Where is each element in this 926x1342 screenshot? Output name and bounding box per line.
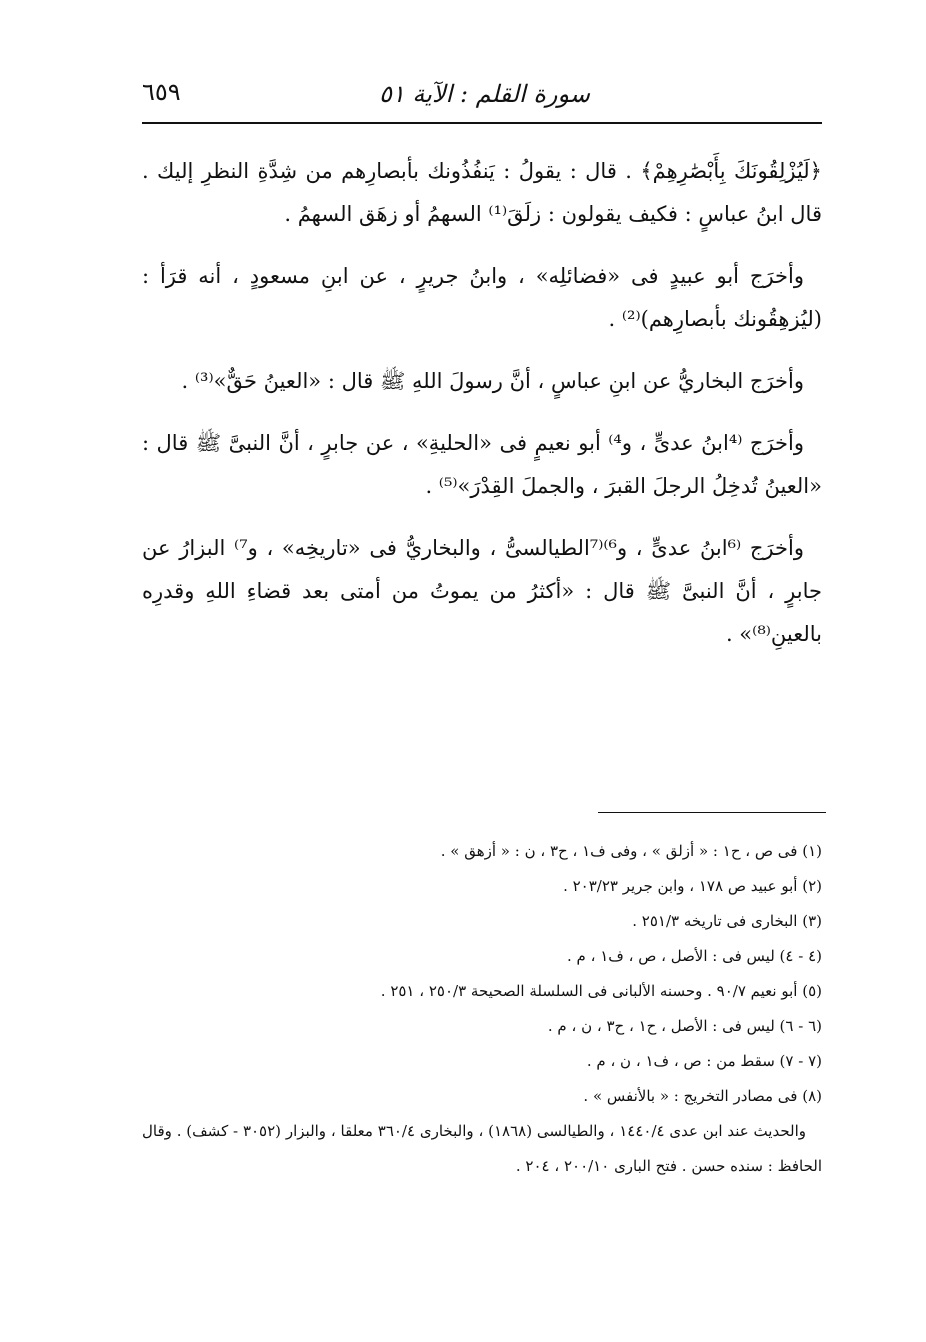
page-number: ٦٥٩	[142, 78, 181, 106]
paragraph: وأخرَج ⁽⁶ابنُ عدىٍّ ، و⁶⁾⁽⁷الطيالسىُّ ، والبخاريُّ فى «تاريخِه» ، و⁷⁾ البزارُ عن جابرٍ ، أنَّ النبىَّ ﷺ قال : «أكثرُ من يموتُ من أمتى بعد قضاءِ اللهِ وقدرِه بالعينِ⁽⁸⁾» .	[142, 536, 822, 646]
paragraph: وأخرَج أبو عبيدٍ فى «فضائلِه» ، وابنُ جريرٍ ، عن ابنِ مسعودٍ ، أنه قرَأ : (ليُزهِقُونك بأبصارِهم)⁽²⁾ .	[142, 264, 822, 331]
footnote: (١) فى ص ، ح١ : « أزلق » ، وفى ف١ ، ح٣ ، ن : « أزهق » .	[440, 842, 822, 860]
footnote-rule	[598, 812, 826, 813]
footnote: (٦ - ٦) ليس فى : الأصل ، ح١ ، ح٣ ، ن ، م .	[547, 1017, 822, 1035]
footnote: (٧ - ٧) سقط من : ص ، ف١ ، ن ، م .	[586, 1052, 822, 1070]
footnote: (٨) فى مصادر التخريج : « بالأنفس » .	[583, 1087, 822, 1105]
footnote: (٣) البخارى فى تاريخه ٢٥١/٣ .	[632, 912, 822, 930]
closing-note: والحديث عند ابن عدى ١٤٤٠/٤ ، والطيالسى (١٨٦٨) ، والبخارى ٣٦٠/٤ معلقا ، والبزار (٣٠٥٢ - كشف) . وقال الحافظ : سنده حسن . فتح البارى ٢٠٠/١٠ ، ٢٠٤ .	[142, 1122, 822, 1175]
footnote: (٥) أبو نعيم ٩٠/٧ . وحسنه الألبانى فى السلسلة الصحيحة ٢٥٠/٣ ، ٢٥١ .	[380, 982, 822, 1000]
footnote: (٤ - ٤) ليس فى : الأصل ، ص ، ف١ ، م .	[567, 947, 822, 965]
paragraph: ﴿لَيُزْلِقُونَكَ بِأَبْصَٰرِهِمْ﴾ . قال : يقولُ : يَنفُذُونك بأبصارِهم من شِدَّةِ النظرِ إليك . قال ابنُ عباسٍ : فكيف يقولون : زلَقَ⁽¹⁾ السهمُ أو زهَق السهمُ .	[142, 159, 822, 226]
header-rule	[142, 122, 822, 124]
footnotes	[142, 834, 822, 1184]
paragraph: وأخرَج البخاريُّ عن ابنِ عباسٍ ، أنَّ رسولَ اللهِ ﷺ قال : «العينُ حَقٌّ»⁽³⁾ .	[181, 369, 804, 393]
main-text	[142, 150, 822, 675]
page-header	[142, 70, 822, 120]
paragraph: وأخرَج ⁽⁴ابنُ عدىٍّ ، و⁴⁾ أبو نعيمٍ فى «الحليةِ» ، عن جابرٍ ، أنَّ النبىَّ ﷺ قال : «العينُ تُدخِلُ الرجلَ القبرَ ، والجملَ القِدْرَ»⁽⁵⁾ .	[142, 431, 822, 498]
footnote: (٢) أبو عبيد ص ١٧٨ ، وابن جرير ٢٠٣/٢٣ .	[563, 877, 822, 895]
running-title: سورة القلم : الآية ٥١	[379, 80, 590, 108]
